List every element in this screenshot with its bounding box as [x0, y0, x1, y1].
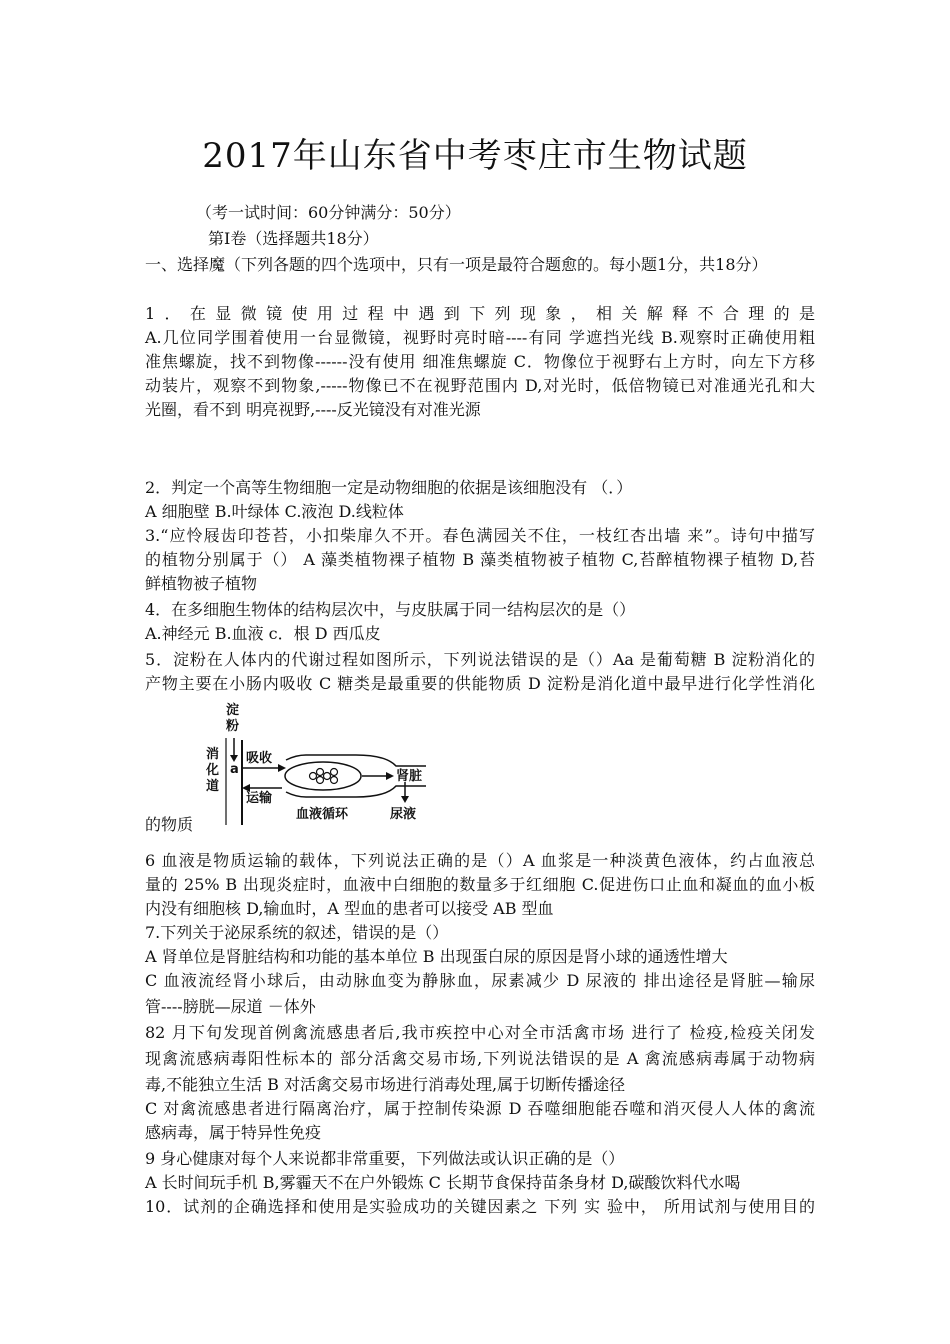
q6-line: 量的 25% B 出现炎症时，血液中白细胞的数量多于红细胞 C.促进伤口止血和凝血的血小板 — [145, 875, 815, 894]
q8-line: C 对禽流感患者进行隔离治疗，属于控制传染源 D 吞噬细胞能吞噬和消灭侵人人体的禽流 — [145, 1099, 815, 1118]
q7-line: 7.下列关于泌尿系统的叙述，错误的是（） — [145, 923, 449, 942]
q5-tail: 的物质 — [145, 815, 194, 834]
section-title: 第Ⅰ卷（选择题共18分） — [208, 229, 379, 248]
q3-line: 鲜植物被子植物 — [145, 574, 258, 593]
label-starch — [225, 702, 244, 734]
label-urine: 尿液 — [390, 807, 417, 822]
q2-options: A 细胞壁 B.叶绿体 C.液泡 D.线粒体 — [145, 502, 404, 521]
q4-line: 4．在多细胞生物体的结构层次中，与皮肤属于同一结构层次的是（） — [145, 600, 636, 619]
page-title: 2017年山东省中考枣庄市生物试题 — [202, 136, 748, 176]
label-kidney: 肾脏 — [396, 769, 423, 784]
q1-line: 光圈，看不到 明亮视野,----反光镜没有对准光源 — [145, 400, 481, 419]
q7-line: A 肾单位是肾脏结构和功能的基本单位 B 出现蛋白尿的原因是肾小球的通透性增大 — [145, 947, 728, 966]
label-a: a — [230, 762, 239, 777]
tract-char-1: 消 — [206, 747, 220, 762]
q9-options: A 长时间玩手机 B,雾霾天不在户外锻炼 C 长期节食保持苗条身材 D,碳酸饮料代水喝 — [145, 1173, 741, 1192]
q5-line: 产物主要在小肠内吸收 C 糖类是最重要的供能物质 D 淀粉是消化道中最早进行化学性消化 — [145, 674, 815, 693]
starch-char-1: 淀 — [226, 703, 240, 718]
q6-line: 6 血液是物质运输的载体，下列说法正确的是（）A 血浆是一种淡黄色液体，约占血液总 — [145, 851, 815, 870]
tract-char-3: 道 — [206, 779, 220, 794]
tract-char-2: 化 — [206, 763, 220, 778]
q1-line: 1．在显微镜使用过程中遇到下列现象，相关解释不合理的是 — [145, 304, 815, 323]
q5-line: 5．淀粉在人体内的代谢过程如图所示，下列说法错误的是（）Aa 是葡萄糖 B 淀粉消化的 — [145, 650, 815, 669]
label-transport: 运输 — [246, 791, 273, 806]
q8-line: 82 月下旬发现首例禽流感患者后,我市疾控中心对全市活禽市场 进行了 检疫,检疫关闭发 — [145, 1023, 815, 1042]
q9-line: 9 身心健康对每个人来说都非常重要，下列做法或认识正确的是（） — [145, 1149, 625, 1168]
q1-line: 准焦螺旋，找不到物像------没有使用 细准焦螺旋 C．物像位于视野右上方时，向左下方移 — [145, 352, 815, 371]
q10-line: 10．试剂的企确选择和使用是实验成功的关键因素之 下列 实 验中， 所用试剂与使用目的 — [145, 1197, 815, 1216]
q3-line: 3.“应怜屐齿印苍苔，小扣柴扉久不开。春色满园关不住，一枝红杏出墙 来”。诗句中描写 — [145, 526, 815, 545]
starch-char-2: 粉 — [226, 719, 240, 734]
exam-info: （考一试时间：60分钟满分：50分） — [196, 203, 461, 222]
label-blood-circulation: 血液循环 — [296, 807, 349, 822]
q1-line: A.几位同学围着使用一台显微镜，视野时亮时暗----有同 学遮挡光线 B.观察时正确使用粗 — [145, 328, 815, 347]
q3-line: 的植物分别属于（） A 藻类植物裸子植物 B 藻类植物被子植物 C,苔醉植物裸子植物 D,苔 — [145, 550, 815, 569]
q4-options: A.神经元 B.血液 c．根 D 西瓜皮 — [145, 624, 381, 643]
label-digestive-tract — [205, 746, 224, 794]
q8-line: 毒,不能独立生活 B 对活禽交易市场进行消毒处理,属于切断传播途径 — [145, 1075, 626, 1094]
q8-line: 感病毒，属于特异性免疫 — [145, 1123, 322, 1142]
label-absorb: 吸收 — [246, 751, 273, 766]
q7-line: C 血液流经肾小球后，由动脉血变为静脉血，尿素减少 D 尿液的 排出途径是肾脏—输尿 — [145, 971, 815, 990]
starch-metabolism-diagram — [196, 700, 446, 830]
q2-line: 2．判定一个高等生物细胞一定是动物细胞的依据是该细胞没有 （．） — [145, 478, 633, 497]
q1-line: 动装片，观察不到物象,-----物像已不在视野范围内 D,对光时，低倍物镜已对准通光孔和大 — [145, 376, 815, 395]
q7-line: 管----膀胱—尿道 －体外 — [145, 997, 316, 1016]
instruction: 一、选择魔（下列各题的四个选项中，只有一项是最符合题愈的。每小题1分，共18分） — [145, 255, 768, 274]
q8-line: 现禽流感病毒阳性标本的 部分活禽交易市场,下列说法错误的是 A 禽流感病毒属于动物病 — [145, 1049, 815, 1068]
q6-line: 内没有细胞核 D,输血时，A 型血的患者可以接受 AB 型血 — [145, 899, 554, 918]
